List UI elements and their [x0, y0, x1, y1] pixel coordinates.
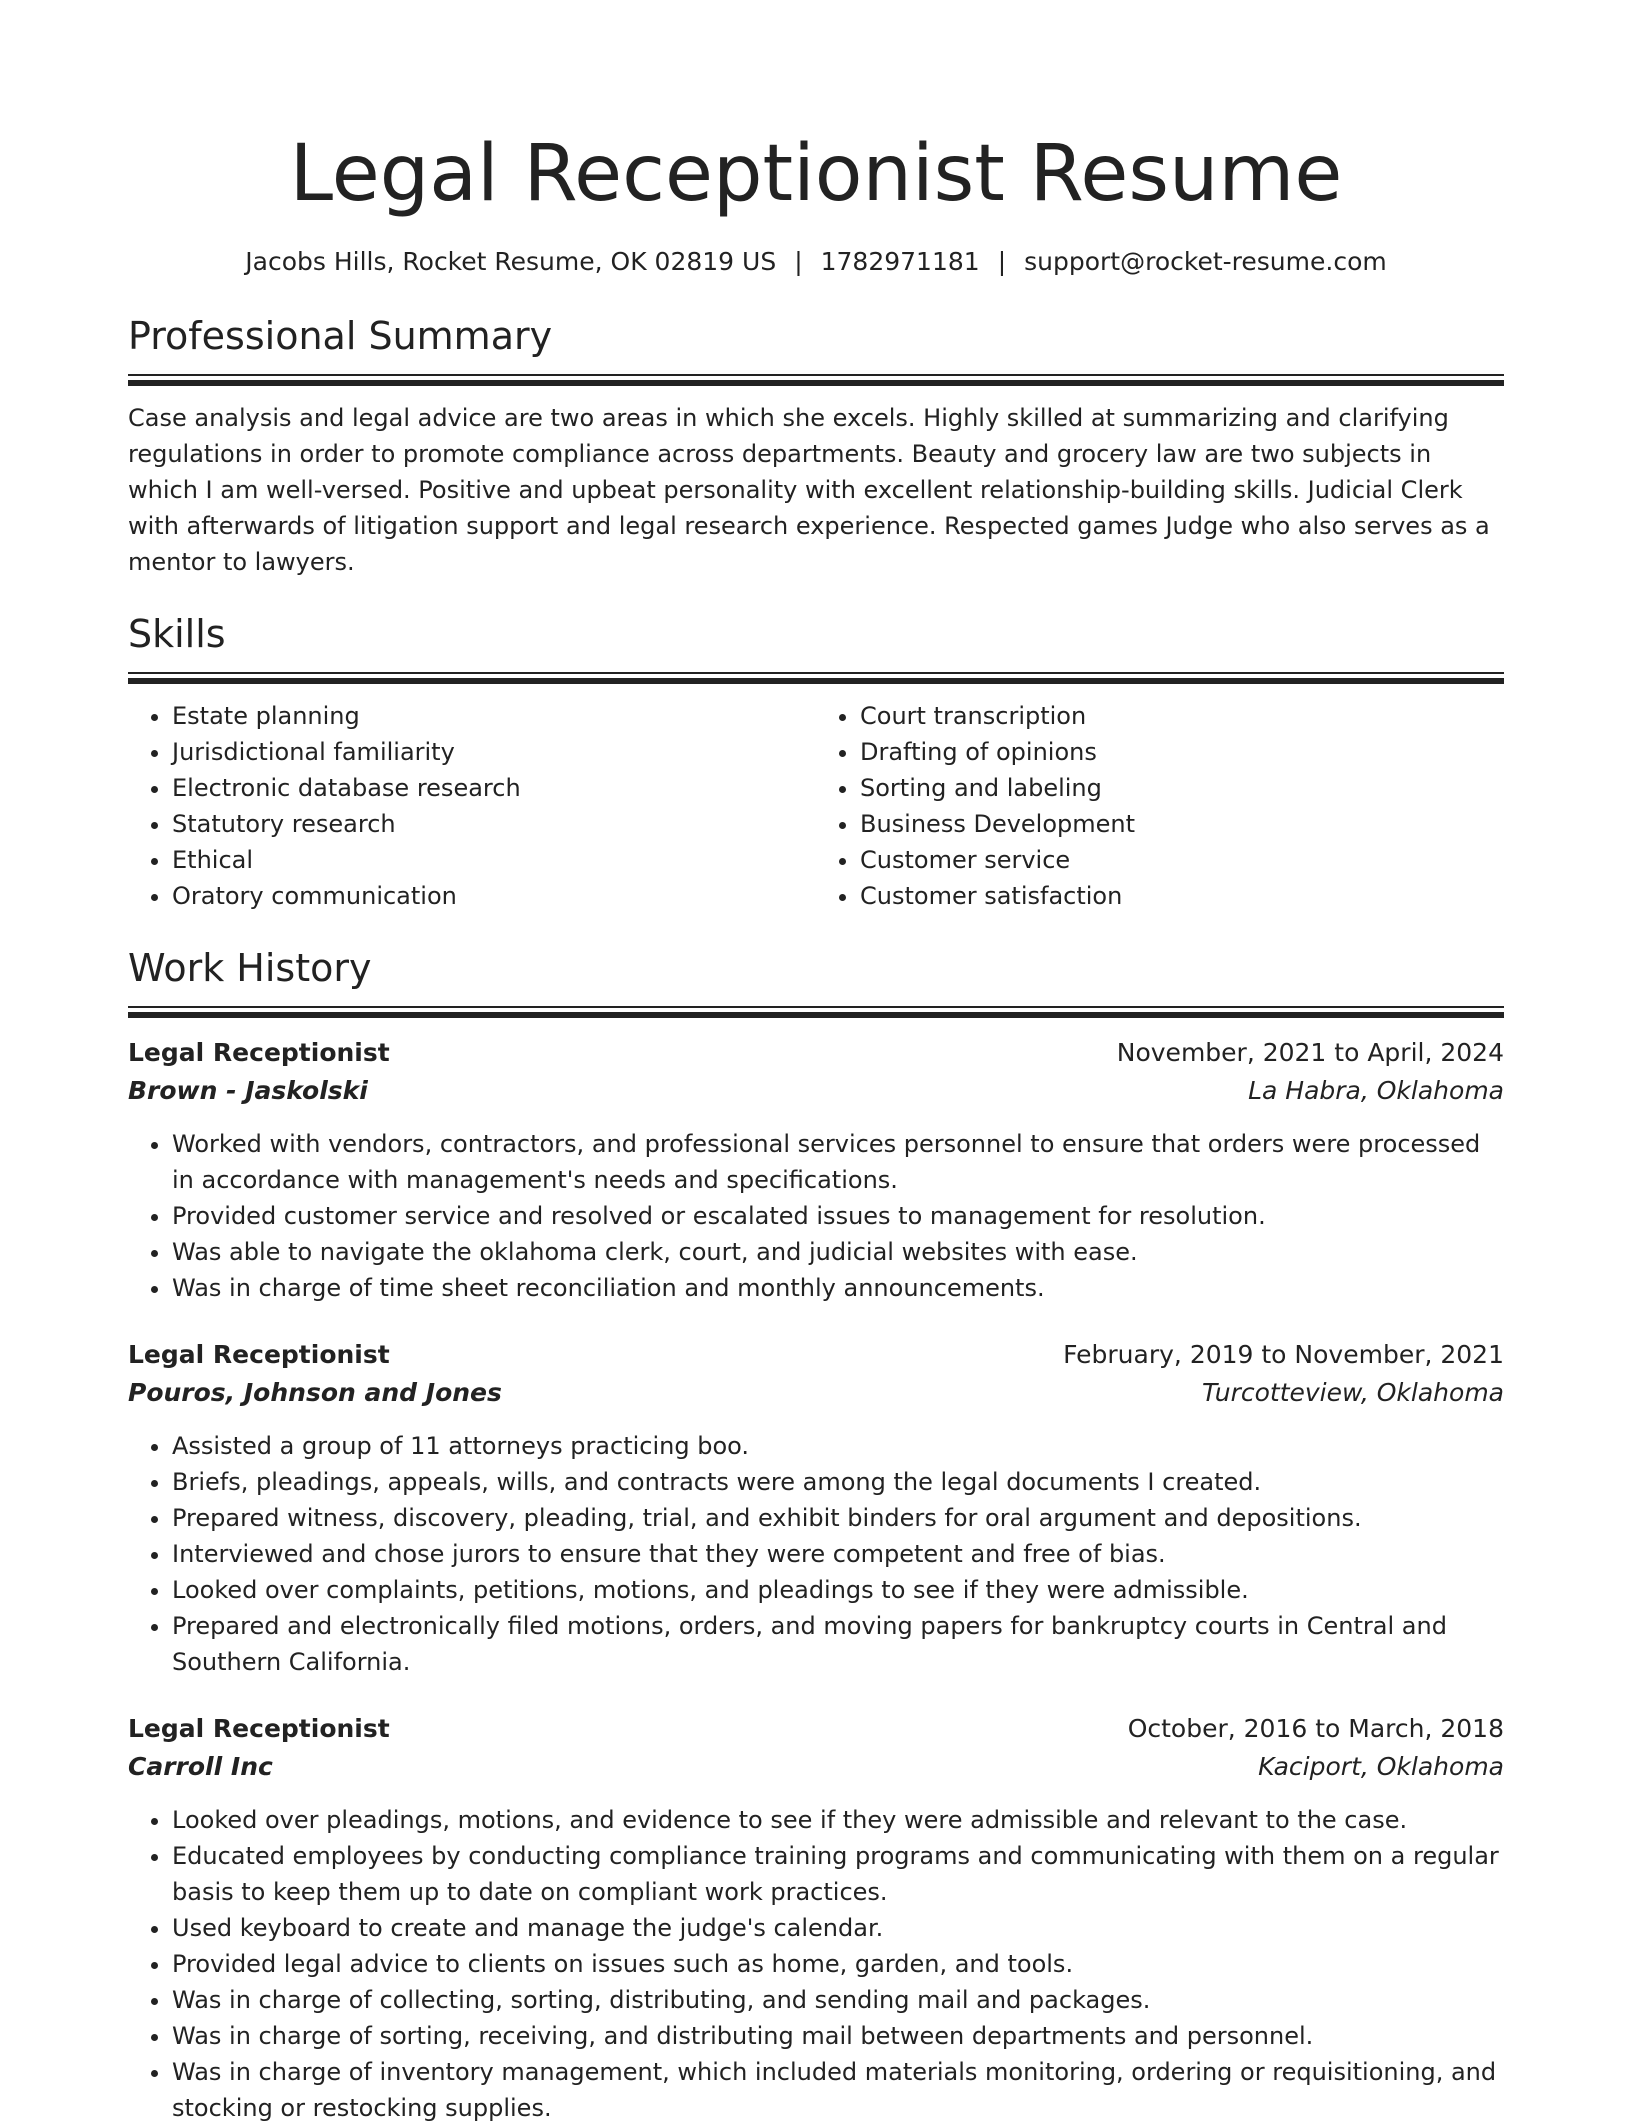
job-location: Kaciport, Oklahoma: [1258, 1752, 1504, 1781]
contact-phone: 1782971181: [820, 247, 980, 276]
skill-item: • Business Development: [860, 806, 1504, 842]
job-header: [128, 1034, 1504, 1072]
section-divider: [128, 374, 1504, 386]
skills-list-right: [816, 698, 1504, 914]
job-header: [128, 1710, 1504, 1748]
job-bullets: [128, 1428, 1504, 1680]
job-bullet: • Interviewed and chose jurors to ensure that they were competent and free of bias.: [172, 1536, 1504, 1572]
section-divider: [128, 1006, 1504, 1018]
summary-heading: Professional Summary: [128, 314, 553, 358]
contact-line: [128, 244, 1504, 280]
job-subheader: [128, 1374, 1504, 1412]
job-bullet: • Was able to navigate the oklahoma clerk, court, and judicial websites with ease.: [172, 1234, 1504, 1270]
job-header: [128, 1336, 1504, 1374]
job-location: Turcotteview, Oklahoma: [1201, 1378, 1504, 1407]
job-bullet: • Prepared witness, discovery, pleading, trial, and exhibit binders for oral argument and depositions.: [172, 1500, 1504, 1536]
job-bullet: • Prepared and electronically filed motions, orders, and moving papers for bankruptcy courts in Central and Southern California.: [172, 1608, 1504, 1680]
skill-item: • Customer service: [860, 842, 1504, 878]
skill-item: • Jurisdictional familiarity: [172, 734, 816, 770]
job-bullets: [128, 1802, 1504, 2126]
job-bullet: • Looked over complaints, petitions, motions, and pleadings to see if they were admissible.: [172, 1572, 1504, 1608]
job-bullet: • Was in charge of inventory management, which included materials monitoring, ordering or requisitioning, and stocking or restocking supplies.: [172, 2054, 1504, 2126]
contact-separator: |: [794, 247, 803, 276]
job-dates: October, 2016 to March, 2018: [1127, 1714, 1504, 1743]
job-bullet: • Used keyboard to create and manage the judge's calendar.: [172, 1910, 1504, 1946]
skill-item: • Electronic database research: [172, 770, 816, 806]
job-title: Legal Receptionist: [128, 1340, 390, 1369]
job-title: Legal Receptionist: [128, 1714, 390, 1743]
summary-text: Case analysis and legal advice are two areas in which she excels. Highly skilled at summarizing and clarifying regulations in order to promote compliance across departments. Beauty and grocery law are two subjects in which I am well-versed. Positive and upbeat personality with excellent relationship-building skills. Judicial Clerk with afterwards of litigation support and legal research experience. Respected games Judge who also serves as a mentor to lawyers.: [128, 404, 1490, 576]
contact-separator: |: [997, 247, 1007, 276]
resume-title: Legal Receptionist Resume: [289, 129, 1343, 219]
skills-list-left: [128, 698, 816, 914]
resume-page: [128, 0, 1504, 2126]
skills-columns: [128, 698, 1504, 914]
skill-item: • Customer satisfaction: [860, 878, 1504, 914]
contact-address: Jacobs Hills, Rocket Resume, OK 02819 US: [245, 247, 777, 276]
job-bullet: • Worked with vendors, contractors, and professional services personnel to ensure that orders were processed in accordance with management's needs and specifications.: [172, 1126, 1504, 1198]
contact-email: support@rocket-resume.com: [1024, 247, 1387, 276]
job-bullet: • Educated employees by conducting compliance training programs and communicating with them on a regular basis to keep them up to date on compliant work practices.: [172, 1838, 1504, 1910]
job-company: Carroll Inc: [128, 1752, 273, 1781]
skill-item: • Estate planning: [172, 698, 816, 734]
job-entry: [128, 1034, 1504, 1306]
job-entry: [128, 1710, 1504, 2126]
job-dates: November, 2021 to April, 2024: [1116, 1038, 1504, 1067]
job-subheader: [128, 1748, 1504, 1786]
skills-heading: Skills: [128, 612, 226, 656]
job-bullet: • Provided legal advice to clients on issues such as home, garden, and tools.: [172, 1946, 1504, 1982]
job-dates: February, 2019 to November, 2021: [1063, 1340, 1504, 1369]
job-entry: [128, 1336, 1504, 1680]
job-subheader: [128, 1072, 1504, 1110]
skill-item: • Statutory research: [172, 806, 816, 842]
job-title: Legal Receptionist: [128, 1038, 390, 1067]
skill-item: • Drafting of opinions: [860, 734, 1504, 770]
skill-item: • Ethical: [172, 842, 816, 878]
section-divider: [128, 672, 1504, 684]
job-bullet: • Briefs, pleadings, appeals, wills, and contracts were among the legal documents I created.: [172, 1464, 1504, 1500]
work-history-heading: Work History: [128, 946, 372, 990]
skill-item: • Oratory communication: [172, 878, 816, 914]
skill-item: • Sorting and labeling: [860, 770, 1504, 806]
skills-section: [128, 608, 1504, 914]
job-bullet: • Assisted a group of 11 attorneys practicing boo.: [172, 1428, 1504, 1464]
summary-section: [128, 310, 1504, 580]
job-bullet: • Was in charge of collecting, sorting, distributing, and sending mail and packages.: [172, 1982, 1504, 2018]
job-location: La Habra, Oklahoma: [1248, 1076, 1504, 1105]
job-bullet: • Was in charge of time sheet reconciliation and monthly announcements.: [172, 1270, 1504, 1306]
job-bullet: • Looked over pleadings, motions, and evidence to see if they were admissible and relevant to the case.: [172, 1802, 1504, 1838]
job-bullet: • Provided customer service and resolved or escalated issues to management for resolution.: [172, 1198, 1504, 1234]
skill-item: • Court transcription: [860, 698, 1504, 734]
work-history-section: [128, 942, 1504, 2126]
job-company: Pouros, Johnson and Jones: [128, 1378, 502, 1407]
job-company: Brown - Jaskolski: [128, 1076, 368, 1105]
job-bullets: [128, 1126, 1504, 1306]
job-bullet: • Was in charge of sorting, receiving, and distributing mail between departments and personnel.: [172, 2018, 1504, 2054]
